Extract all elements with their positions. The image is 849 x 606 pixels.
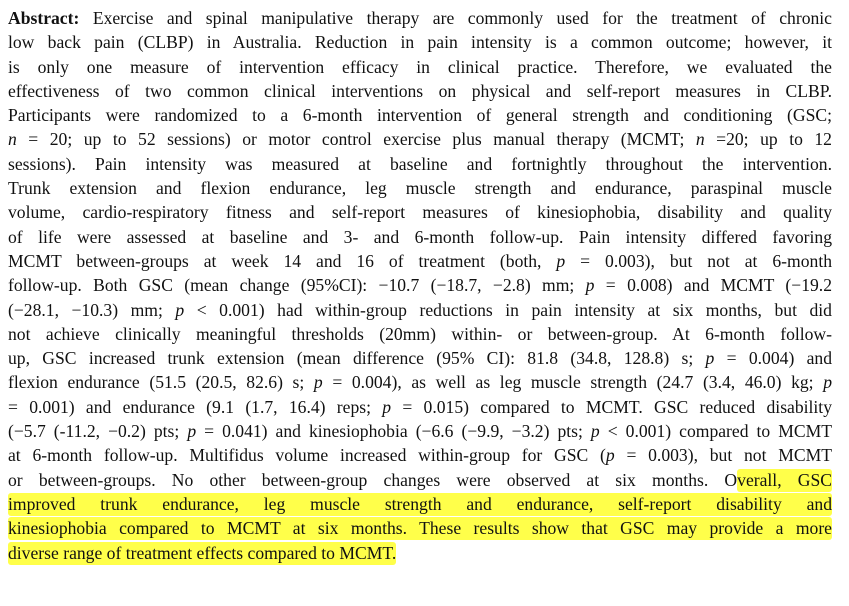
abstract-text: = 0.004) and xyxy=(714,348,833,369)
italic-variable: p xyxy=(605,445,615,466)
abstract-text: at 6-month follow-up. Multifidus volume increased within-group for GSC ( xyxy=(8,445,606,466)
abstract-text: effectiveness of two common clinical interventions on physical and self-report measures in CLBP. xyxy=(8,80,832,101)
abstract-line xyxy=(8,225,832,249)
abstract-text: = 0.008) and MCMT (−19.2 xyxy=(594,275,832,296)
abstract-text: = 20; up to 52 sessions) or motor control exercise plus manual therapy (MCMT; xyxy=(16,129,696,150)
abstract-text: up, GSC increased trunk extension (mean difference (95% CI): 81.8 (34.8, 128.8) s; xyxy=(8,348,706,369)
abstract-text: follow-up. Both GSC (mean change (95%CI): −10.7 (−18.7, −2.8) mm; xyxy=(8,275,586,296)
abstract-line xyxy=(8,103,832,127)
highlighted-text: improved trunk endurance, leg muscle strength and endurance, self-report disability and xyxy=(8,493,832,514)
abstract-line xyxy=(8,176,832,200)
abstract-text: < 0.001) compared to MCMT xyxy=(599,421,833,442)
abstract-text: = 0.003), but not MCMT xyxy=(614,445,832,466)
italic-variable: p xyxy=(823,372,832,393)
abstract-line xyxy=(8,200,832,224)
italic-variable: p xyxy=(556,250,566,271)
abstract-text: = 0.003), but not at 6-month xyxy=(565,250,833,271)
abstract-text: Participants were randomized to a 6-month intervention of general strength and conditioning (GSC; xyxy=(8,105,832,126)
italic-variable: p xyxy=(175,299,185,320)
abstract-text: = 0.004), as well as leg muscle strength (24.7 (3.4, 46.0) kg; xyxy=(322,372,824,393)
abstract-line xyxy=(8,79,832,103)
abstract-text: =20; up to 12 xyxy=(704,129,832,150)
abstract-line xyxy=(8,249,832,273)
italic-variable: p xyxy=(313,372,323,393)
highlighted-text: verall, GSC xyxy=(737,469,832,490)
abstract-paragraph xyxy=(8,6,832,565)
abstract-line xyxy=(8,127,832,151)
italic-variable: n xyxy=(695,129,705,150)
abstract-line xyxy=(8,395,832,419)
abstract-text: volume, cardio-respiratory fitness and self-report measures of kinesiophobia, disability and quality xyxy=(8,202,832,223)
italic-variable: p xyxy=(590,421,600,442)
abstract-line xyxy=(8,419,832,443)
abstract-line xyxy=(8,322,832,346)
abstract-text: of life were assessed at baseline and 3- and 6-month follow-up. Pain intensity differed favoring xyxy=(8,226,832,247)
abstract-text: = 0.001) and endurance (9.1 (1.7, 16.4) reps; xyxy=(8,396,383,417)
abstract-text: (−28.1, −10.3) mm; xyxy=(8,299,176,320)
abstract-line xyxy=(8,468,832,492)
abstract-text: MCMT between-groups at week 14 and 16 of treatment (both, xyxy=(8,250,557,271)
abstract-text: low back pain (CLBP) in Australia. Reduction in pain intensity is a common outcome; however, it xyxy=(8,32,832,53)
abstract-text: is only one measure of intervention efficacy in clinical practice. Therefore, we evaluated the xyxy=(8,56,832,77)
abstract-line xyxy=(8,152,832,176)
abstract-line xyxy=(8,30,832,54)
abstract-text: Trunk extension and flexion endurance, leg muscle strength and endurance, paraspinal muscle xyxy=(8,178,832,199)
abstract-line xyxy=(8,273,832,297)
abstract-label: Abstract: xyxy=(8,8,80,28)
abstract-line xyxy=(8,492,832,516)
italic-variable: n xyxy=(8,129,17,150)
abstract-line xyxy=(8,541,832,565)
abstract-text: flexion endurance (51.5 (20.5, 82.6) s; xyxy=(8,372,314,393)
abstract-line xyxy=(8,298,832,322)
highlighted-text: diverse range of treatment effects compared to MCMT. xyxy=(8,542,397,563)
abstract-text: = 0.015) compared to MCMT. GSC reduced disability xyxy=(391,396,832,417)
abstract-text: not achieve clinically meaningful thresholds (20mm) within- or between-group. At 6-month follow- xyxy=(8,323,832,344)
abstract-text: or between-groups. No other between-group changes were observed at six months. O xyxy=(8,469,738,490)
abstract-text: Exercise and spinal manipulative therapy are commonly used for the treatment of chronic xyxy=(79,8,832,28)
abstract-text: < 0.001) had within-group reductions in pain intensity at six months, but did xyxy=(184,299,832,320)
italic-variable: p xyxy=(382,396,392,417)
abstract-line xyxy=(8,370,832,394)
abstract-text: sessions). Pain intensity was measured at baseline and fortnightly throughout the intervention. xyxy=(8,153,832,174)
abstract-line xyxy=(8,6,832,30)
abstract-line xyxy=(8,55,832,79)
italic-variable: p xyxy=(585,275,595,296)
italic-variable: p xyxy=(187,421,197,442)
abstract-text: = 0.041) and kinesiophobia (−6.6 (−9.9, −3.2) pts; xyxy=(196,421,591,442)
abstract-line xyxy=(8,346,832,370)
abstract-line xyxy=(8,516,832,540)
italic-variable: p xyxy=(705,348,715,369)
abstract-line xyxy=(8,443,832,467)
abstract-text: (−5.7 (-11.2, −0.2) pts; xyxy=(8,421,188,442)
highlighted-text: kinesiophobia compared to MCMT at six months. These results show that GSC may provide a more xyxy=(8,518,832,539)
